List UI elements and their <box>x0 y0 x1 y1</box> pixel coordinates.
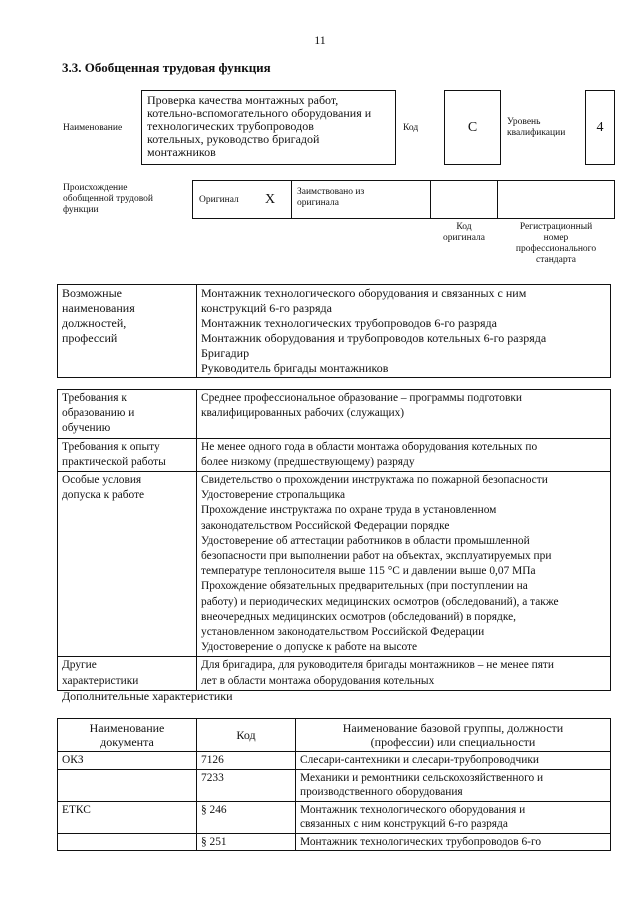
requirement-label-line: Требования к <box>62 392 127 404</box>
code-original-label-line: Код <box>456 222 472 232</box>
position-item: конструкций 6-го разряда <box>201 301 332 315</box>
original-mark: X <box>265 192 276 207</box>
row-name-line: связанных с ним конструкций 6-го разряда <box>300 818 508 830</box>
level-label-line: квалификации <box>507 128 566 138</box>
header-name-line: (профессии) или специальности <box>370 735 536 749</box>
requirement-value-line: установленном законодательством Российской Федерации <box>201 626 485 639</box>
requirement-value-line: Удостоверение об аттестации работников в области промышленной <box>201 534 530 547</box>
row-code: § 246 <box>197 801 296 833</box>
borrowed-label-line: Заимствовано из <box>297 187 365 197</box>
table-row <box>58 833 611 851</box>
row-code: 7126 <box>197 752 296 770</box>
borrowed-label-line: оригинала <box>297 198 339 208</box>
requirement-label-line: обучению <box>62 422 111 435</box>
origin-label-line: функции <box>63 205 99 215</box>
reg-number-label <box>497 222 615 266</box>
position-item: Руководитель бригады монтажников <box>201 361 389 375</box>
header-doc-line: документа <box>100 735 154 749</box>
positions-list <box>197 285 611 378</box>
reg-number-label-line: Регистрационный <box>519 222 593 232</box>
row-doc <box>58 833 197 851</box>
requirement-label-line: допуска к работе <box>62 489 145 502</box>
table-row <box>58 752 611 770</box>
requirement-label <box>58 472 197 657</box>
requirement-label-line: Требования к опыту <box>62 440 160 453</box>
function-name-line: Проверка качества монтажных работ, <box>147 93 339 107</box>
requirements-row-experience <box>58 438 611 471</box>
row-name-line: Слесари-сантехники и слесари-трубопроводчики <box>300 754 540 766</box>
row-name-line: Механики и ремонтники сельскохозяйственного и <box>300 771 544 784</box>
additional-table <box>57 718 611 851</box>
reg-number-label-line: стандарта <box>536 255 576 265</box>
requirement-label-line: Особые условия <box>62 474 142 487</box>
code-original-cell <box>430 180 498 219</box>
position-item: Бригадир <box>201 346 250 360</box>
row-name <box>296 769 611 801</box>
table-row <box>58 801 611 833</box>
requirement-label <box>58 390 197 439</box>
row-code: § 251 <box>197 833 296 851</box>
level-value: 4 <box>585 90 615 165</box>
function-name-line: монтажников <box>147 145 216 159</box>
original-label: Оригинал <box>199 195 239 205</box>
requirements-row-other <box>58 657 611 690</box>
requirement-value <box>197 472 611 657</box>
requirement-value-line: более низкому (предшествующему) разряду <box>201 455 415 468</box>
code-original-label <box>430 222 498 244</box>
additional-title: Дополнительные характеристики <box>62 689 233 703</box>
requirement-value-line: лет в области монтажа оборудования котельных <box>201 674 435 687</box>
origin-label <box>63 183 153 216</box>
positions-label-line: Возможные <box>62 286 122 300</box>
reg-number-cell <box>497 180 615 219</box>
requirement-value-line: Удостоверение стропальщика <box>201 489 346 502</box>
row-name-line: производственного оборудования <box>300 786 463 798</box>
requirement-value-line: Среднее профессиональное образование – программы подготовки <box>201 392 522 404</box>
requirements-table <box>57 389 611 691</box>
code-original-label-line: оригинала <box>443 233 485 243</box>
function-name-line: котельно-вспомогательного оборудования и <box>147 106 372 120</box>
additional-header-row <box>58 719 611 752</box>
requirement-value-line: внеочередных медицинских осмотров (обследований) в порядке, <box>201 610 516 623</box>
requirement-value <box>197 438 611 471</box>
table-row <box>58 769 611 801</box>
code-label: Код <box>403 123 419 133</box>
header-name <box>296 719 611 752</box>
name-label: Наименование <box>63 123 123 133</box>
requirement-value-line: безопасности при выполнении работ на объектах, эксплуатируемых при <box>201 550 552 563</box>
positions-table <box>57 284 611 378</box>
reg-number-label-line: профессионального <box>515 244 597 254</box>
level-label <box>507 117 565 139</box>
requirement-value-line: законодательством Российской Федерации порядке <box>201 519 450 532</box>
reg-number-label-line: номер <box>543 233 569 243</box>
requirement-value-line: Для бригадира, для руководителя бригады монтажников – не менее пяти <box>201 659 555 672</box>
function-name-line: котельных, руководство бригадой <box>147 132 320 146</box>
requirement-value <box>197 390 611 439</box>
requirement-value-line: квалифицированных рабочих (служащих) <box>201 407 405 420</box>
row-name <box>296 752 611 770</box>
requirement-value <box>197 657 611 690</box>
requirement-value-line: Удостоверение о допуске к работе на высоте <box>201 641 418 654</box>
requirement-value-line: Прохождение обязательных предварительных (при поступлении на <box>201 580 528 593</box>
requirement-value-line: Прохождение инструктажа по охране труда в установленном <box>201 504 497 517</box>
function-name-box <box>141 90 396 165</box>
header-doc-line: Наименование <box>89 721 165 735</box>
row-doc: ЕТКС <box>58 801 197 833</box>
positions-label-line: профессий <box>62 331 118 345</box>
row-name-line: Монтажник технологического оборудования и <box>300 803 526 816</box>
origin-label-line: обобщенной трудовой <box>63 194 153 204</box>
requirement-label-line: практической работы <box>62 455 166 468</box>
position-item: Монтажник технологического оборудования и связанных с ним <box>201 286 527 300</box>
requirement-label-line: Другие <box>62 659 97 672</box>
requirement-label <box>58 438 197 471</box>
positions-label <box>58 285 197 378</box>
requirement-value-line: Свидетельство о прохождении инструктажа по пожарной безопасности <box>201 474 548 487</box>
page-number: 11 <box>314 33 326 47</box>
requirement-label <box>58 657 197 690</box>
function-name-line: технологических трубопроводов <box>147 119 314 133</box>
row-name-line: Монтажник технологических трубопроводов 6-го <box>300 835 542 848</box>
header-doc <box>58 719 197 752</box>
requirements-row-special-conditions <box>58 472 611 657</box>
row-doc: ОКЗ <box>58 752 197 770</box>
row-code: 7233 <box>197 769 296 801</box>
row-name <box>296 801 611 833</box>
original-cell <box>192 180 292 219</box>
origin-label-line: Происхождение <box>63 183 128 193</box>
row-doc <box>58 769 197 801</box>
positions-label-line: должностей, <box>62 316 127 330</box>
requirement-value-line: температуре теплоносителя выше 115 °С и давлении выше 0,07 МПа <box>201 565 536 578</box>
requirement-value-line: Не менее одного года в области монтажа оборудования котельных по <box>201 440 538 453</box>
position-item: Монтажник оборудования и трубопроводов котельных 6-го разряда <box>201 331 547 345</box>
requirement-label-line: характеристики <box>62 674 139 687</box>
requirement-label-line: образованию и <box>62 407 135 420</box>
position-item: Монтажник технологических трубопроводов 6-го разряда <box>201 316 497 330</box>
borrowed-cell <box>291 180 431 219</box>
requirement-value-line: работу) и периодических медицинских осмотров (обследований), а также <box>201 595 559 608</box>
requirements-row-education <box>58 390 611 439</box>
header-name-line: Наименование базовой группы, должности <box>342 721 564 735</box>
level-label-line: Уровень <box>507 117 541 127</box>
header-code: Код <box>197 719 296 752</box>
row-name <box>296 833 611 851</box>
positions-label-line: наименования <box>62 301 135 315</box>
section-title: 3.3. Обобщенная трудовая функция <box>62 60 271 75</box>
code-value: C <box>444 90 501 165</box>
